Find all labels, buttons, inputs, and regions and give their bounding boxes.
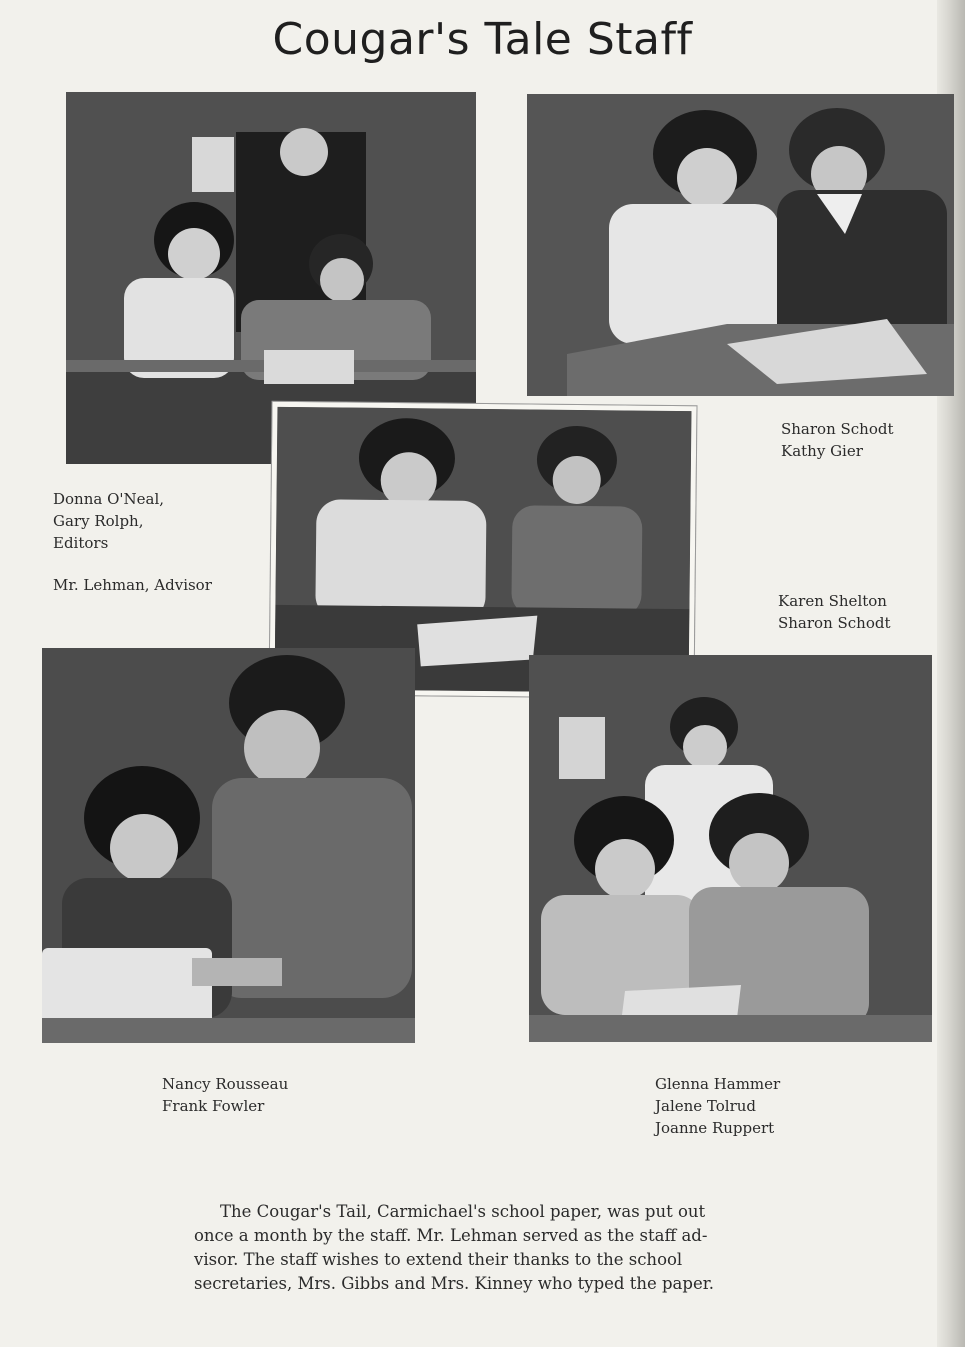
- caption-line: Editors: [53, 534, 109, 552]
- caption-line: Glenna Hammer: [655, 1075, 781, 1093]
- description-paragraph: [194, 1200, 804, 1296]
- caption-bottom-right: [655, 1073, 780, 1139]
- caption-line: Karen Shelton: [778, 592, 887, 610]
- caption-line: Gary Rolph,: [53, 512, 144, 530]
- photo-schodt-gier: [527, 94, 954, 396]
- photo-rousseau-fowler: [42, 648, 415, 1043]
- paragraph-line: visor. The staff wishes to extend their thanks to the school: [194, 1250, 683, 1269]
- page-title: Cougar's Tale Staff: [272, 14, 693, 65]
- caption-line: Donna O'Neal,: [53, 490, 165, 508]
- caption-top-right: [781, 418, 894, 462]
- paragraph-line: once a month by the staff. Mr. Lehman served as the staff ad-: [194, 1226, 708, 1245]
- caption-line: Sharon Schodt: [781, 420, 894, 438]
- caption-line: Kathy Gier: [781, 442, 863, 460]
- caption-advisor: [53, 574, 212, 596]
- caption-line: Jalene Tolrud: [655, 1097, 757, 1115]
- caption-line: Joanne Ruppert: [655, 1119, 775, 1137]
- caption-bottom-left: [162, 1073, 288, 1117]
- caption-line: Mr. Lehman, Advisor: [53, 576, 212, 594]
- caption-line: Frank Fowler: [162, 1097, 265, 1115]
- caption-editors: [53, 488, 164, 554]
- paragraph-line: secretaries, Mrs. Gibbs and Mrs. Kinney who typed the paper.: [194, 1274, 715, 1293]
- photo-hammer-tolrud-ruppert: [529, 655, 932, 1042]
- caption-center: [778, 590, 891, 634]
- paragraph-line: The Cougar's Tail, Carmichael's school paper, was put out: [220, 1202, 706, 1221]
- caption-line: Sharon Schodt: [778, 614, 891, 632]
- caption-line: Nancy Rousseau: [162, 1075, 289, 1093]
